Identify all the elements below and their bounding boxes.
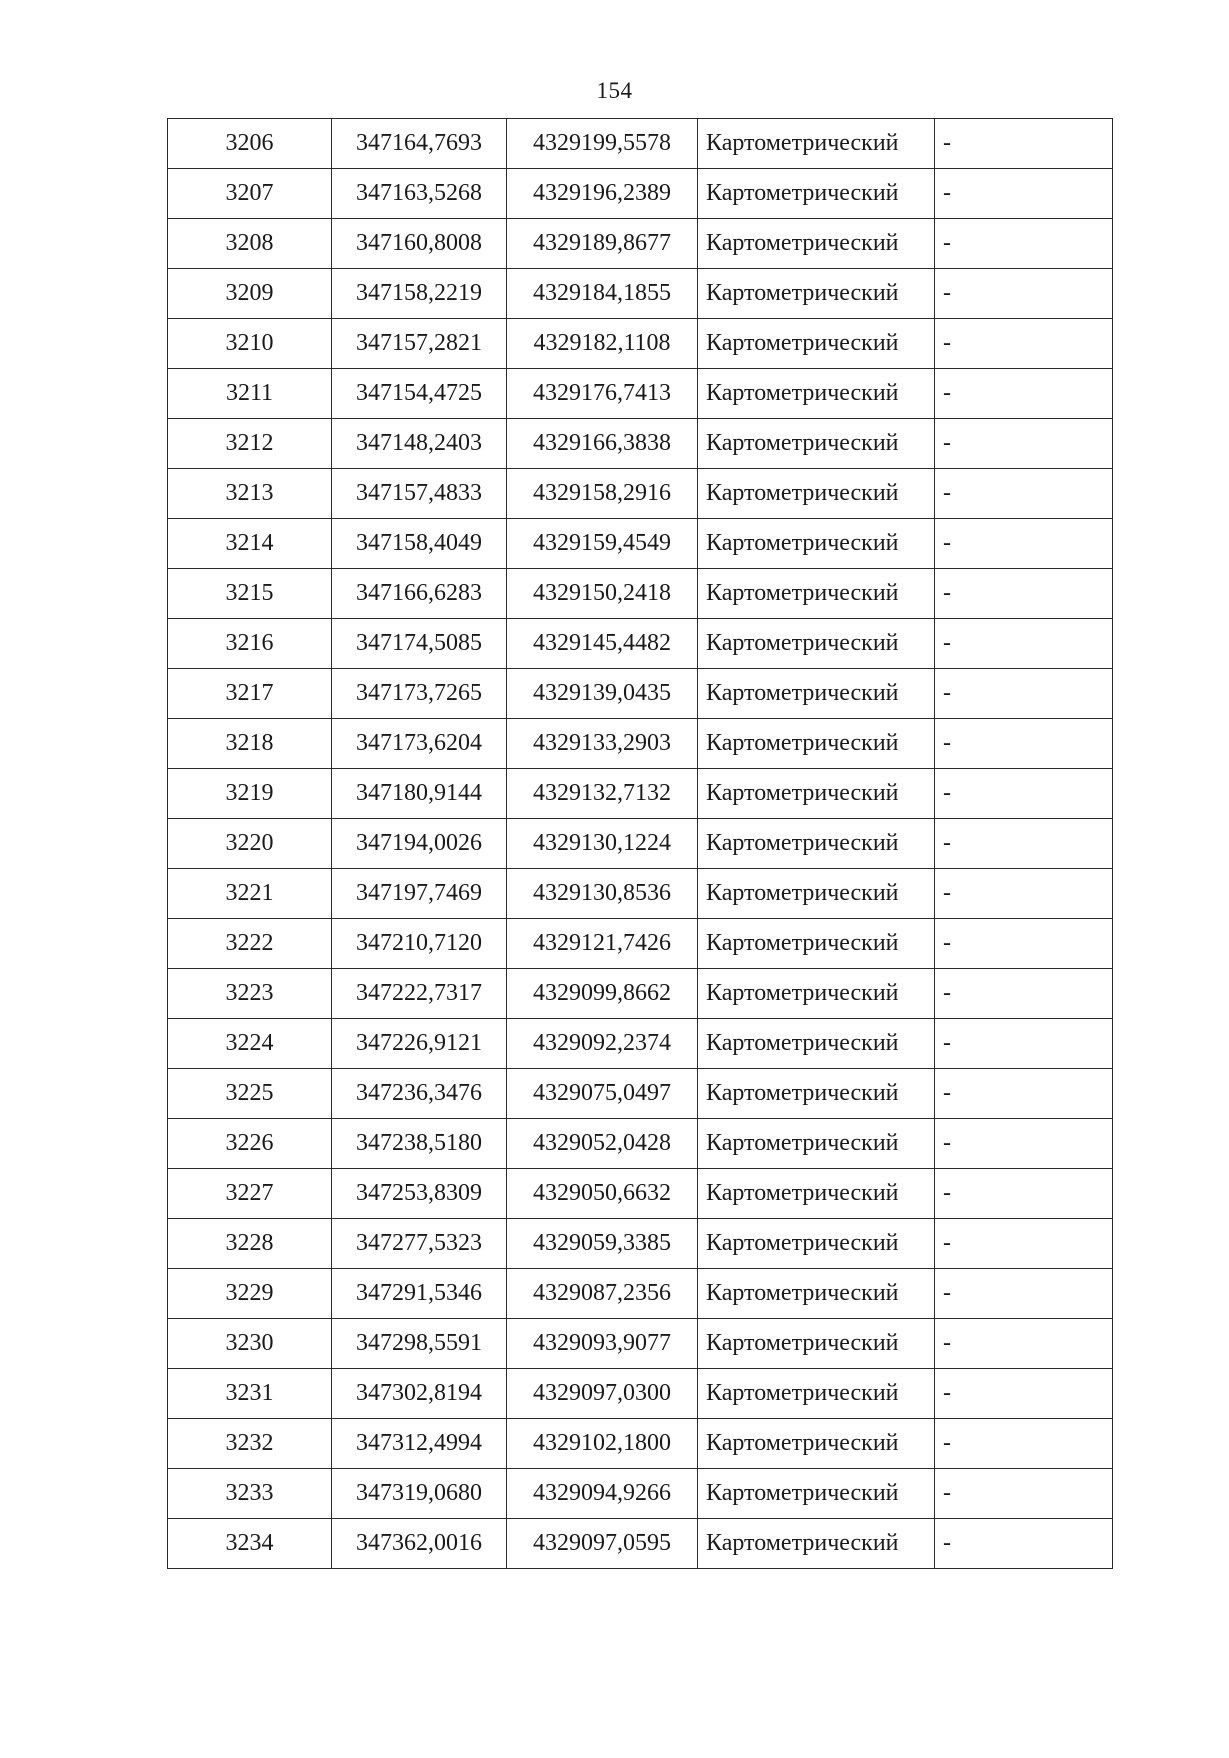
x-coordinate-cell: 347222,7317 bbox=[332, 969, 507, 1019]
accuracy-cell: - bbox=[935, 569, 1113, 619]
accuracy-cell: - bbox=[935, 469, 1113, 519]
point-number-cell: 3230 bbox=[168, 1319, 332, 1369]
point-number-cell: 3217 bbox=[168, 669, 332, 719]
x-coordinate-cell: 347163,5268 bbox=[332, 169, 507, 219]
method-cell: Картометрический bbox=[698, 1219, 935, 1269]
y-coordinate-cell: 4329121,7426 bbox=[507, 919, 698, 969]
point-number-cell: 3224 bbox=[168, 1019, 332, 1069]
accuracy-cell: - bbox=[935, 619, 1113, 669]
point-number-cell: 3213 bbox=[168, 469, 332, 519]
method-cell: Картометрический bbox=[698, 669, 935, 719]
accuracy-cell: - bbox=[935, 669, 1113, 719]
point-number-cell: 3206 bbox=[168, 119, 332, 169]
accuracy-cell: - bbox=[935, 969, 1113, 1019]
point-number-cell: 3225 bbox=[168, 1069, 332, 1119]
method-cell: Картометрический bbox=[698, 369, 935, 419]
x-coordinate-cell: 347194,0026 bbox=[332, 819, 507, 869]
x-coordinate-cell: 347148,2403 bbox=[332, 419, 507, 469]
x-coordinate-cell: 347302,8194 bbox=[332, 1369, 507, 1419]
y-coordinate-cell: 4329097,0595 bbox=[507, 1519, 698, 1569]
x-coordinate-cell: 347253,8309 bbox=[332, 1169, 507, 1219]
x-coordinate-cell: 347298,5591 bbox=[332, 1319, 507, 1369]
x-coordinate-cell: 347291,5346 bbox=[332, 1269, 507, 1319]
x-coordinate-cell: 347226,9121 bbox=[332, 1019, 507, 1069]
method-cell: Картометрический bbox=[698, 719, 935, 769]
x-coordinate-cell: 347197,7469 bbox=[332, 869, 507, 919]
point-number-cell: 3209 bbox=[168, 269, 332, 319]
table-row bbox=[168, 1419, 1113, 1469]
accuracy-cell: - bbox=[935, 1269, 1113, 1319]
x-coordinate-cell: 347173,6204 bbox=[332, 719, 507, 769]
y-coordinate-cell: 4329087,2356 bbox=[507, 1269, 698, 1319]
table-row bbox=[168, 1369, 1113, 1419]
point-number-cell: 3234 bbox=[168, 1519, 332, 1569]
table-row bbox=[168, 369, 1113, 419]
table-row bbox=[168, 219, 1113, 269]
y-coordinate-cell: 4329184,1855 bbox=[507, 269, 698, 319]
method-cell: Картометрический bbox=[698, 319, 935, 369]
point-number-cell: 3223 bbox=[168, 969, 332, 1019]
accuracy-cell: - bbox=[935, 1419, 1113, 1469]
accuracy-cell: - bbox=[935, 1119, 1113, 1169]
x-coordinate-cell: 347312,4994 bbox=[332, 1419, 507, 1469]
accuracy-cell: - bbox=[935, 369, 1113, 419]
method-cell: Картометрический bbox=[698, 519, 935, 569]
method-cell: Картометрический bbox=[698, 169, 935, 219]
x-coordinate-cell: 347154,4725 bbox=[332, 369, 507, 419]
y-coordinate-cell: 4329176,7413 bbox=[507, 369, 698, 419]
page-number: 154 bbox=[596, 78, 633, 103]
accuracy-cell: - bbox=[935, 1519, 1113, 1569]
accuracy-cell: - bbox=[935, 269, 1113, 319]
y-coordinate-cell: 4329196,2389 bbox=[507, 169, 698, 219]
y-coordinate-cell: 4329189,8677 bbox=[507, 219, 698, 269]
point-number-cell: 3233 bbox=[168, 1469, 332, 1519]
point-number-cell: 3222 bbox=[168, 919, 332, 969]
method-cell: Картометрический bbox=[698, 869, 935, 919]
table-row bbox=[168, 1319, 1113, 1369]
table-body bbox=[168, 119, 1113, 1569]
x-coordinate-cell: 347174,5085 bbox=[332, 619, 507, 669]
table-row bbox=[168, 419, 1113, 469]
table-row bbox=[168, 1269, 1113, 1319]
y-coordinate-cell: 4329092,2374 bbox=[507, 1019, 698, 1069]
point-number-cell: 3214 bbox=[168, 519, 332, 569]
accuracy-cell: - bbox=[935, 1069, 1113, 1119]
accuracy-cell: - bbox=[935, 1169, 1113, 1219]
coordinates-table bbox=[167, 118, 1113, 1569]
point-number-cell: 3210 bbox=[168, 319, 332, 369]
point-number-cell: 3229 bbox=[168, 1269, 332, 1319]
y-coordinate-cell: 4329050,6632 bbox=[507, 1169, 698, 1219]
method-cell: Картометрический bbox=[698, 819, 935, 869]
method-cell: Картометрический bbox=[698, 1269, 935, 1319]
x-coordinate-cell: 347158,4049 bbox=[332, 519, 507, 569]
method-cell: Картометрический bbox=[698, 1069, 935, 1119]
x-coordinate-cell: 347319,0680 bbox=[332, 1469, 507, 1519]
method-cell: Картометрический bbox=[698, 969, 935, 1019]
table-row bbox=[168, 1119, 1113, 1169]
table-row bbox=[168, 919, 1113, 969]
point-number-cell: 3211 bbox=[168, 369, 332, 419]
x-coordinate-cell: 347236,3476 bbox=[332, 1069, 507, 1119]
method-cell: Картометрический bbox=[698, 1519, 935, 1569]
x-coordinate-cell: 347158,2219 bbox=[332, 269, 507, 319]
method-cell: Картометрический bbox=[698, 219, 935, 269]
method-cell: Картометрический bbox=[698, 919, 935, 969]
table-row bbox=[168, 519, 1113, 569]
table-row bbox=[168, 719, 1113, 769]
table-row bbox=[168, 319, 1113, 369]
table-row bbox=[168, 969, 1113, 1019]
table-row bbox=[168, 1519, 1113, 1569]
y-coordinate-cell: 4329133,2903 bbox=[507, 719, 698, 769]
table-row bbox=[168, 119, 1113, 169]
accuracy-cell: - bbox=[935, 319, 1113, 369]
y-coordinate-cell: 4329139,0435 bbox=[507, 669, 698, 719]
x-coordinate-cell: 347164,7693 bbox=[332, 119, 507, 169]
method-cell: Картометрический bbox=[698, 419, 935, 469]
y-coordinate-cell: 4329182,1108 bbox=[507, 319, 698, 369]
method-cell: Картометрический bbox=[698, 1469, 935, 1519]
x-coordinate-cell: 347362,0016 bbox=[332, 1519, 507, 1569]
x-coordinate-cell: 347277,5323 bbox=[332, 1219, 507, 1269]
y-coordinate-cell: 4329094,9266 bbox=[507, 1469, 698, 1519]
x-coordinate-cell: 347210,7120 bbox=[332, 919, 507, 969]
accuracy-cell: - bbox=[935, 169, 1113, 219]
y-coordinate-cell: 4329099,8662 bbox=[507, 969, 698, 1019]
y-coordinate-cell: 4329145,4482 bbox=[507, 619, 698, 669]
accuracy-cell: - bbox=[935, 1019, 1113, 1069]
point-number-cell: 3207 bbox=[168, 169, 332, 219]
point-number-cell: 3215 bbox=[168, 569, 332, 619]
accuracy-cell: - bbox=[935, 1469, 1113, 1519]
method-cell: Картометрический bbox=[698, 619, 935, 669]
point-number-cell: 3220 bbox=[168, 819, 332, 869]
accuracy-cell: - bbox=[935, 419, 1113, 469]
point-number-cell: 3232 bbox=[168, 1419, 332, 1469]
y-coordinate-cell: 4329097,0300 bbox=[507, 1369, 698, 1419]
accuracy-cell: - bbox=[935, 119, 1113, 169]
table-row bbox=[168, 269, 1113, 319]
y-coordinate-cell: 4329132,7132 bbox=[507, 769, 698, 819]
point-number-cell: 3212 bbox=[168, 419, 332, 469]
point-number-cell: 3216 bbox=[168, 619, 332, 669]
table-row bbox=[168, 1469, 1113, 1519]
method-cell: Картометрический bbox=[698, 469, 935, 519]
x-coordinate-cell: 347180,9144 bbox=[332, 769, 507, 819]
x-coordinate-cell: 347160,8008 bbox=[332, 219, 507, 269]
table-row bbox=[168, 1169, 1113, 1219]
method-cell: Картометрический bbox=[698, 269, 935, 319]
accuracy-cell: - bbox=[935, 769, 1113, 819]
accuracy-cell: - bbox=[935, 719, 1113, 769]
y-coordinate-cell: 4329158,2916 bbox=[507, 469, 698, 519]
table-row bbox=[168, 469, 1113, 519]
x-coordinate-cell: 347157,2821 bbox=[332, 319, 507, 369]
point-number-cell: 3226 bbox=[168, 1119, 332, 1169]
table-row bbox=[168, 169, 1113, 219]
method-cell: Картометрический bbox=[698, 1169, 935, 1219]
accuracy-cell: - bbox=[935, 1219, 1113, 1269]
x-coordinate-cell: 347166,6283 bbox=[332, 569, 507, 619]
table-row bbox=[168, 619, 1113, 669]
y-coordinate-cell: 4329130,1224 bbox=[507, 819, 698, 869]
method-cell: Картометрический bbox=[698, 1319, 935, 1369]
point-number-cell: 3227 bbox=[168, 1169, 332, 1219]
accuracy-cell: - bbox=[935, 919, 1113, 969]
y-coordinate-cell: 4329199,5578 bbox=[507, 119, 698, 169]
method-cell: Картометрический bbox=[698, 1119, 935, 1169]
x-coordinate-cell: 347238,5180 bbox=[332, 1119, 507, 1169]
table-row bbox=[168, 669, 1113, 719]
table-row bbox=[168, 819, 1113, 869]
point-number-cell: 3218 bbox=[168, 719, 332, 769]
table-row bbox=[168, 569, 1113, 619]
y-coordinate-cell: 4329166,3838 bbox=[507, 419, 698, 469]
accuracy-cell: - bbox=[935, 219, 1113, 269]
y-coordinate-cell: 4329093,9077 bbox=[507, 1319, 698, 1369]
x-coordinate-cell: 347173,7265 bbox=[332, 669, 507, 719]
method-cell: Картометрический bbox=[698, 1019, 935, 1069]
point-number-cell: 3231 bbox=[168, 1369, 332, 1419]
y-coordinate-cell: 4329059,3385 bbox=[507, 1219, 698, 1269]
y-coordinate-cell: 4329150,2418 bbox=[507, 569, 698, 619]
accuracy-cell: - bbox=[935, 1369, 1113, 1419]
table-row bbox=[168, 1069, 1113, 1119]
point-number-cell: 3228 bbox=[168, 1219, 332, 1269]
point-number-cell: 3219 bbox=[168, 769, 332, 819]
table-row bbox=[168, 769, 1113, 819]
y-coordinate-cell: 4329159,4549 bbox=[507, 519, 698, 569]
x-coordinate-cell: 347157,4833 bbox=[332, 469, 507, 519]
table-row bbox=[168, 869, 1113, 919]
method-cell: Картометрический bbox=[698, 1419, 935, 1469]
table-row bbox=[168, 1219, 1113, 1269]
table-row bbox=[168, 1019, 1113, 1069]
y-coordinate-cell: 4329130,8536 bbox=[507, 869, 698, 919]
y-coordinate-cell: 4329102,1800 bbox=[507, 1419, 698, 1469]
point-number-cell: 3221 bbox=[168, 869, 332, 919]
method-cell: Картометрический bbox=[698, 119, 935, 169]
accuracy-cell: - bbox=[935, 519, 1113, 569]
accuracy-cell: - bbox=[935, 1319, 1113, 1369]
y-coordinate-cell: 4329075,0497 bbox=[507, 1069, 698, 1119]
method-cell: Картометрический bbox=[698, 569, 935, 619]
point-number-cell: 3208 bbox=[168, 219, 332, 269]
method-cell: Картометрический bbox=[698, 1369, 935, 1419]
y-coordinate-cell: 4329052,0428 bbox=[507, 1119, 698, 1169]
accuracy-cell: - bbox=[935, 869, 1113, 919]
accuracy-cell: - bbox=[935, 819, 1113, 869]
method-cell: Картометрический bbox=[698, 769, 935, 819]
